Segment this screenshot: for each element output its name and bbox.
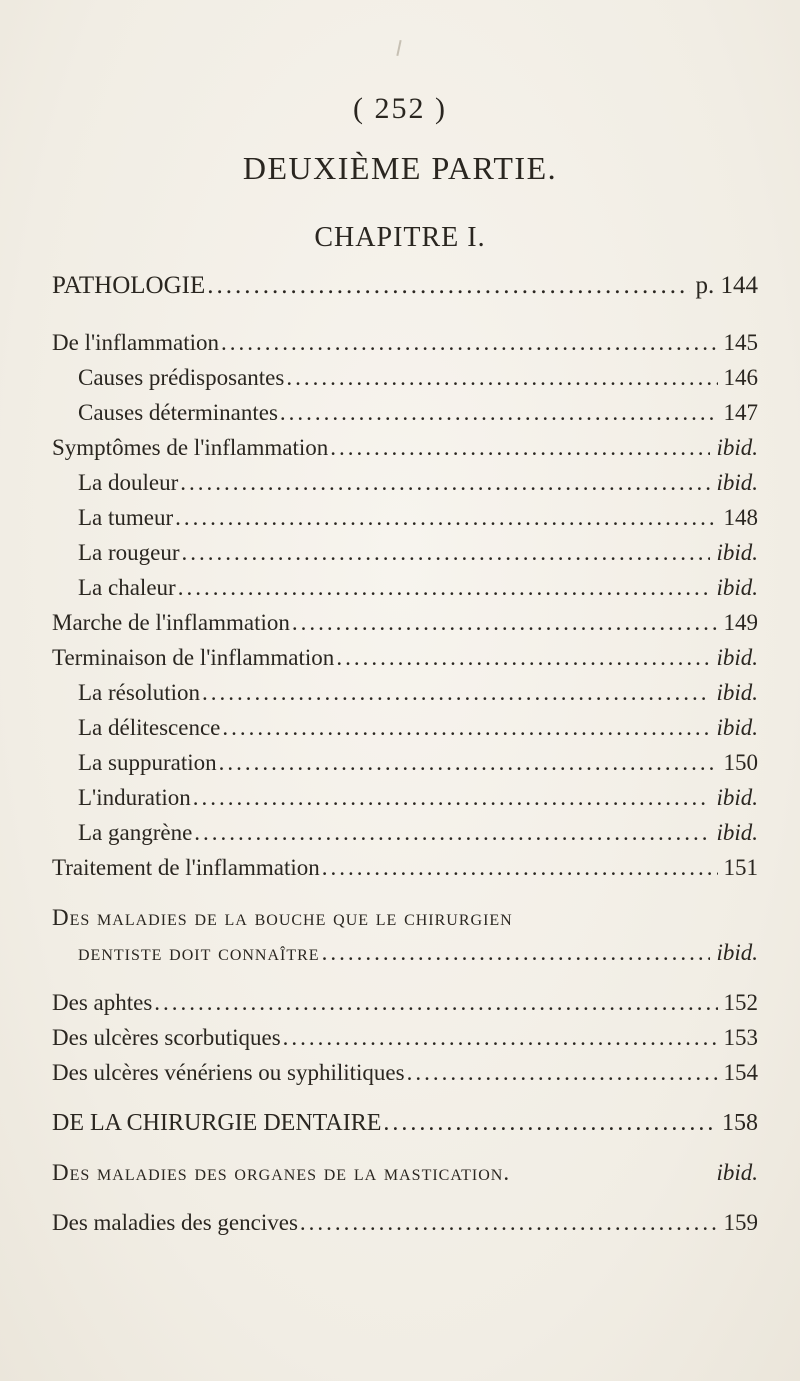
dot-leader bbox=[180, 470, 710, 496]
toc-entry-page: ibid. bbox=[716, 435, 758, 460]
dot-leader bbox=[175, 505, 717, 531]
dot-leader bbox=[178, 575, 711, 601]
toc-entry-page: 146 bbox=[723, 365, 758, 390]
toc-entry-label: Traitement de l'inflammation bbox=[52, 855, 320, 880]
toc-entry-page: ibid. bbox=[716, 820, 758, 845]
chapter-title: CHAPITRE I. bbox=[314, 222, 486, 253]
toc-entry bbox=[0, 1210, 800, 1246]
toc-entry-page: 152 bbox=[723, 990, 758, 1015]
toc-entry-page: ibid. bbox=[716, 645, 758, 670]
toc-entry-label: Des aphtes bbox=[52, 990, 153, 1015]
toc-entry-label: Marche de l'inflammation bbox=[52, 610, 290, 635]
toc-entry-page: ibid. bbox=[716, 540, 758, 565]
dot-leader bbox=[154, 990, 717, 1016]
toc-entry bbox=[0, 540, 800, 576]
toc-entry-page: 153 bbox=[723, 1025, 758, 1050]
toc-entry-label: Des maladies des gencives bbox=[52, 1210, 298, 1235]
toc-entry bbox=[0, 1025, 800, 1061]
dot-leader bbox=[207, 272, 689, 300]
toc-entry-page: 154 bbox=[723, 1060, 758, 1085]
toc-entry bbox=[0, 1160, 800, 1196]
toc-entry-page: 158 bbox=[722, 1110, 758, 1136]
toc-entry-page: 145 bbox=[723, 330, 758, 355]
toc-entry-page: 151 bbox=[723, 855, 758, 880]
toc-entry-label: La gangrène bbox=[78, 820, 193, 845]
toc-entry-page: 159 bbox=[723, 1210, 758, 1235]
toc-entry bbox=[0, 610, 800, 646]
toc-entry bbox=[0, 785, 800, 821]
dot-leader bbox=[283, 1025, 718, 1051]
toc-entry bbox=[0, 680, 800, 716]
toc-entry bbox=[0, 435, 800, 471]
toc-entry bbox=[0, 990, 800, 1026]
toc-entry bbox=[0, 750, 800, 786]
dot-leader bbox=[194, 820, 710, 846]
dot-leader bbox=[221, 330, 717, 356]
toc-entry bbox=[0, 470, 800, 506]
dot-leader bbox=[330, 435, 710, 461]
toc-entry-label: PATHOLOGIE bbox=[52, 272, 206, 299]
toc-entry bbox=[0, 645, 800, 681]
toc-entry-label: La résolution bbox=[78, 680, 200, 705]
toc-entry-label: La délitescence bbox=[78, 715, 221, 740]
part-title: DEUXIÈME PARTIE. bbox=[242, 150, 558, 186]
toc-entry-label: L'induration bbox=[78, 785, 191, 810]
toc-entry-page: ibid. bbox=[716, 680, 758, 705]
toc-entry-label: Des ulcères vénériens ou syphilitiques bbox=[52, 1060, 405, 1085]
toc-entry-label: La rougeur bbox=[78, 540, 180, 565]
toc-entry-page: 150 bbox=[723, 750, 758, 775]
toc-entry-label: La douleur bbox=[78, 470, 179, 495]
toc-entry bbox=[0, 820, 800, 856]
toc-entry-page: ibid. bbox=[716, 715, 758, 740]
dot-leader bbox=[280, 400, 718, 426]
toc-entry-label: Terminaison de l'inflammation bbox=[52, 645, 335, 670]
toc-entry bbox=[0, 940, 800, 976]
ink-mark bbox=[396, 40, 401, 56]
toc-entry-page: 149 bbox=[723, 610, 758, 635]
toc-entry-label: Des maladies des organes de la mastication. bbox=[52, 1160, 511, 1185]
toc-entry-page: ibid. bbox=[716, 575, 758, 600]
dot-leader bbox=[383, 1110, 716, 1137]
toc-entry-page: ibid. bbox=[716, 1160, 758, 1185]
toc-entry bbox=[0, 1060, 800, 1096]
toc-entry-page: ibid. bbox=[716, 940, 758, 965]
toc-entry-page: ibid. bbox=[716, 470, 758, 495]
toc-entry-label: La chaleur bbox=[78, 575, 176, 600]
toc-entry-label: La suppuration bbox=[78, 750, 217, 775]
dot-leader bbox=[182, 540, 711, 566]
toc-entry bbox=[0, 715, 800, 751]
toc-entry bbox=[0, 330, 800, 366]
toc-entry-page: p. 144 bbox=[695, 272, 758, 299]
dot-leader bbox=[286, 365, 717, 391]
toc-entry-label: De l'inflammation bbox=[52, 330, 220, 355]
toc-entry-page: ibid. bbox=[716, 785, 758, 810]
dot-leader bbox=[202, 680, 710, 706]
toc-entry bbox=[0, 365, 800, 401]
dot-leader bbox=[219, 750, 718, 776]
toc-entry-pathologie bbox=[0, 272, 800, 308]
dot-leader bbox=[407, 1060, 718, 1086]
toc-entry bbox=[0, 855, 800, 891]
toc-entry-page: 147 bbox=[723, 400, 758, 425]
toc-entry bbox=[0, 505, 800, 541]
dot-leader bbox=[222, 715, 710, 741]
toc-entry bbox=[0, 400, 800, 436]
toc-entry-label: Des ulcères scorbutiques bbox=[52, 1025, 281, 1050]
dot-leader bbox=[336, 645, 710, 671]
toc-entry-chirurgie-dentaire bbox=[0, 1110, 800, 1146]
toc-entry-label: La tumeur bbox=[78, 505, 174, 530]
dot-leader bbox=[322, 940, 711, 966]
page-number: ( 252 ) bbox=[353, 92, 447, 125]
toc-entry-label: DE LA CHIRURGIE DENTAIRE bbox=[52, 1110, 382, 1136]
toc-entry-label: Causes déterminantes bbox=[78, 400, 278, 425]
toc-entry bbox=[0, 575, 800, 611]
toc-entry-label: dentiste doit connaître bbox=[78, 940, 320, 965]
toc-entry-label: Symptômes de l'inflammation bbox=[52, 435, 329, 460]
dot-leader bbox=[300, 1210, 718, 1236]
dot-leader bbox=[193, 785, 711, 811]
toc-entry-page: 148 bbox=[723, 505, 758, 530]
toc-entry-label: Causes prédisposantes bbox=[78, 365, 285, 390]
toc-section-heading bbox=[0, 905, 800, 941]
dot-leader bbox=[322, 855, 718, 881]
dot-leader bbox=[292, 610, 718, 636]
toc-entry-label: Des maladies de la bouche que le chirurgien bbox=[52, 905, 513, 930]
